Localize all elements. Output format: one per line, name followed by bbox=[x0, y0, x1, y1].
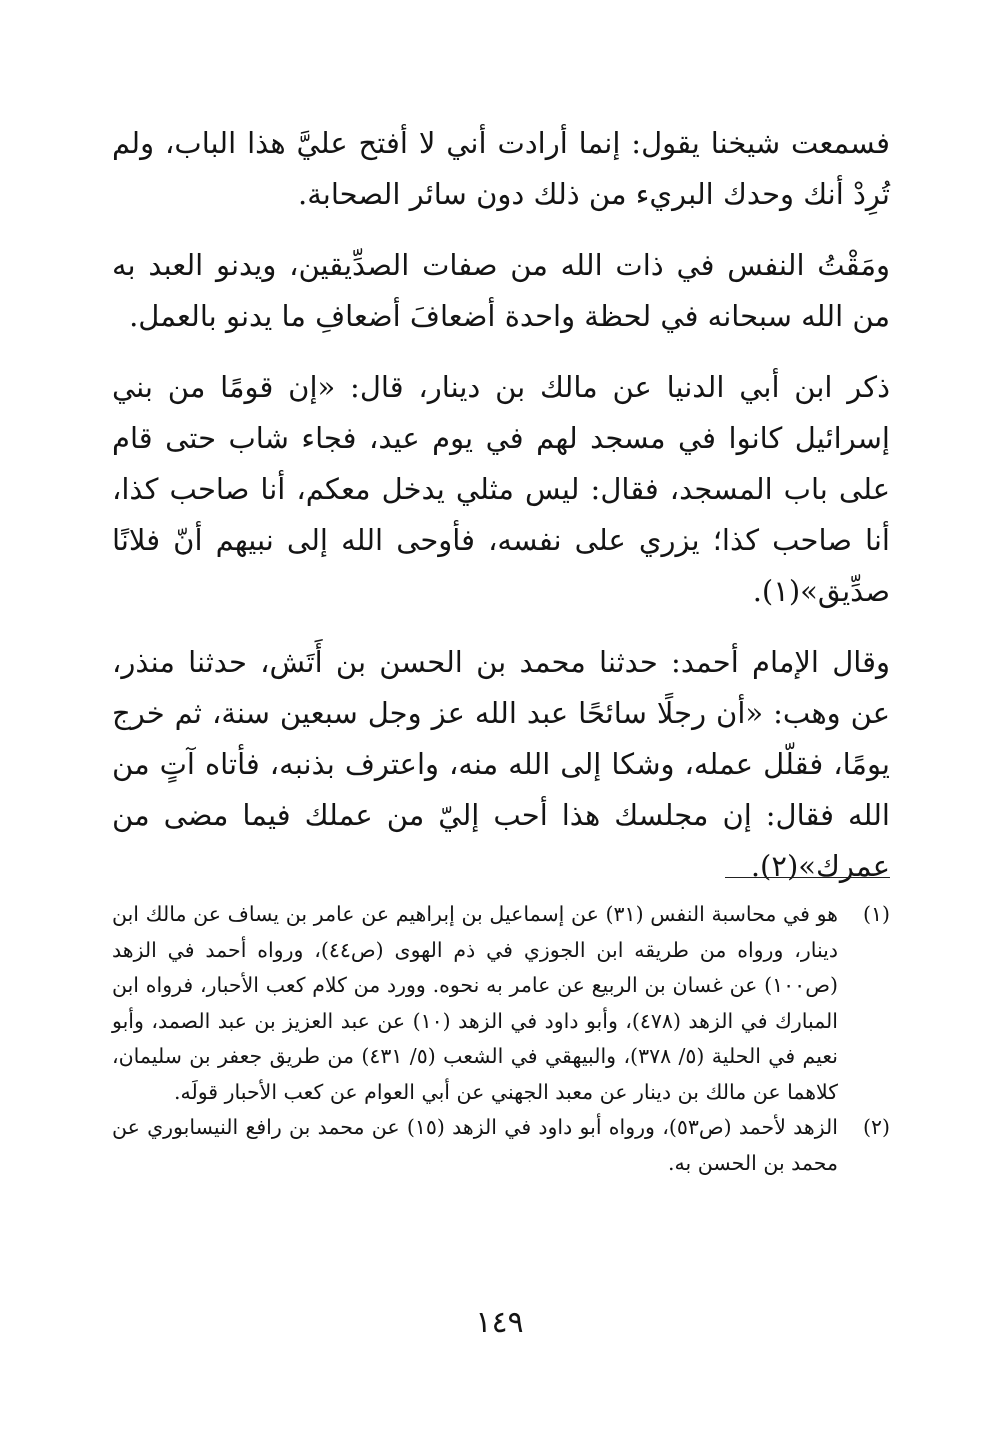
footnote-2-number: (٢) bbox=[862, 1115, 890, 1139]
paragraph-3: ذكر ابن أبي الدنيا عن مالك بن دينار، قال: «إن قومًا من بني إسرائيل كانوا في مسجد لهم في يوم عيد، فجاء شاب حتى قام على باب المسجد، فقال: ليس مثلي يدخل معكم، أنا صاحب كذا، أنا صاحب كذا؛ يزري على نفسه، فأوحى الله إلى نبيهم أنّ فلانًا صدِّيق»(١). bbox=[112, 370, 890, 608]
page-number: ١٤٩ bbox=[475, 1305, 524, 1340]
footnote-1-number: (١) bbox=[862, 902, 890, 926]
footnotes bbox=[112, 897, 890, 1181]
paragraph-2: ومَقْتُ النفس في ذات الله من صفات الصدِّيقين، ويدنو العبد به من الله سبحانه في لحظة واحدة أضعافَ أضعافِ ما يدنو بالعمل. bbox=[112, 248, 890, 333]
footnote-separator bbox=[725, 877, 890, 878]
paragraph-4: وقال الإمام أحمد: حدثنا محمد بن الحسن بن أَتَش، حدثنا منذر، عن وهب: «أن رجلًا سائحًا عبد الله عز وجل سبعين سنة، ثم خرج يومًا، فقلّل عمله، وشكا إلى الله منه، واعترف بذنبه، فأتاه آتٍ من الله فقال: إن مجلسك هذا أحب إليّ من عملك فيما مضى من عمرك»(٢). bbox=[112, 645, 890, 883]
footnote-2-text: الزهد لأحمد (ص٥٣)، ورواه أبو داود في الزهد (١٥) عن محمد بن رافع النيسابوري عن محمد بن الحسن به. bbox=[112, 1115, 838, 1175]
paragraph-1: فسمعت شيخنا يقول: إنما أرادت أني لا أفتح عليَّ هذا الباب، ولم تُرِدْ أنك وحدك البريء من ذلك دون سائر الصحابة. bbox=[112, 126, 890, 211]
footnote-1 bbox=[112, 897, 890, 1110]
main-text bbox=[112, 118, 890, 912]
footnote-1-text: هو في محاسبة النفس (٣١) عن إسماعيل بن إبراهيم عن عامر بن يساف عن مالك ابن دينار، ورواه من طريقه ابن الجوزي في ذم الهوى (ص٤٤)، ورواه أحمد في الزهد (ص١٠٠) عن غسان بن الربيع عن عامر به نحوه. وورد من كلام كعب الأحبار، فرواه ابن المبارك في الزهد (٤٧٨)، وأبو داود في الزهد (١٠) عن عبد العزيز بن عبد الصمد، وأبو نعيم في الحلية (٥/ ٣٧٨)، والبيهقي في الشعب (٥/ ٤٣١) من طريق جعفر بن سليمان، كلاهما عن مالك بن دينار عن معبد الجهني عن أبي العوام عن كعب الأحبار قولَه. bbox=[112, 902, 839, 1104]
footnote-2 bbox=[112, 1110, 890, 1181]
